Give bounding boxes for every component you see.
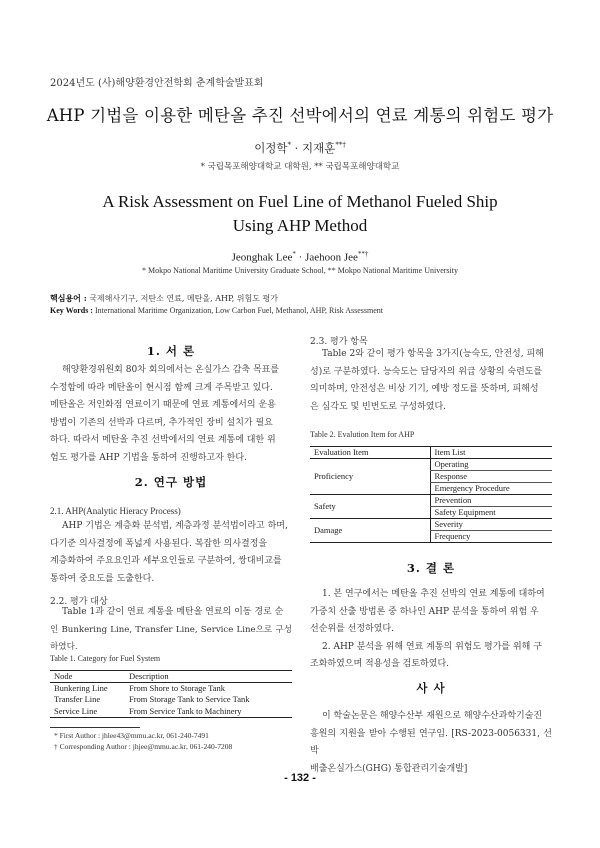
- subsection-title-ahp: 2.1. AHP(Analytic Hieracy Process): [50, 506, 181, 516]
- author-mark: **†: [335, 141, 346, 150]
- author-separator: ·: [291, 141, 302, 155]
- table-row: [310, 519, 552, 531]
- ahp-paragraph: [50, 518, 292, 588]
- table-row: [310, 495, 552, 507]
- author-name: 이정학: [254, 141, 288, 155]
- table-header-cell: Item List: [430, 447, 552, 459]
- table-cell: Safety Equipment: [430, 507, 552, 519]
- table-header-row: [50, 671, 292, 683]
- keywords-value: 국제해사기구, 저탄소 연료, 메탄올, AHP, 위험도 평가: [86, 294, 278, 303]
- text-line: 조화하였으며 적용성을 검토하였다.: [310, 659, 449, 669]
- footnote-first-author: * First Author : jhlee43@mmu.ac.kr, 061-240-7491: [54, 731, 209, 740]
- table2-caption: Table 2. Evalution Item for AHP: [310, 430, 415, 439]
- section-heading-acknowledgment: 사 사: [416, 681, 446, 695]
- evaluation-paragraph: [310, 346, 552, 416]
- text-line: 험도 평가를 AHP 기법을 통하여 진행하고자 한다.: [50, 452, 247, 463]
- keywords-label: 핵심용어 :: [50, 293, 87, 303]
- table-cell: Bunkering Line: [54, 683, 108, 693]
- table-row: [50, 694, 292, 706]
- title-line: A Risk Assessment on Fuel Line of Methanol Fueled Ship: [102, 192, 498, 211]
- table-cell: From Service Tank to Machinery: [129, 705, 242, 716]
- text-line: 성)로 구분하였다. 능숙도는 담당자의 위급 상황의 숙련도를: [310, 366, 543, 377]
- table-cell: Frequency: [430, 531, 552, 543]
- subsection-title-evaluation: 2.3. 평가 항목: [310, 337, 368, 347]
- table-group-cell: Safety: [310, 495, 430, 519]
- text-line: 2. AHP 분석을 위해 연료 계통의 위험도 평가를 위해 구: [322, 641, 542, 652]
- text-line: 가중치 산출 방법론 중 하나인 AHP 분석을 통하여 위험 우: [310, 606, 539, 617]
- table1-fuel-system: [50, 670, 292, 718]
- table-header-row: [310, 447, 552, 459]
- table-cell: Response: [430, 471, 552, 483]
- section-heading-methods: 2. 연구 방법: [134, 475, 208, 489]
- text-line: 계층화하여 주요요인과 세부요인들로 구분하여, 쌍대비교를: [50, 556, 282, 566]
- table-group-cell: Damage: [314, 525, 343, 535]
- table-group-cell: Proficiency: [310, 459, 430, 495]
- table1-caption: Table 1. Category for Fuel System: [50, 654, 161, 663]
- authors-english: [0, 250, 600, 264]
- title-line: Using AHP Method: [232, 216, 368, 235]
- text-line: Table 2와 같이 평가 항목을 3가지(능숙도, 안전성, 피해: [322, 349, 544, 359]
- acknowledgment-paragraph: [310, 708, 552, 778]
- text-line: 방법이 기존의 선박과 다르며, 추가적인 장비 설치가 필요: [50, 417, 273, 428]
- author-mark: *: [292, 250, 296, 258]
- keywords-label: Key Words :: [50, 306, 93, 315]
- keywords-value: International Maritime Organization, Low Carbon Fuel, Methanol, AHP, Risk Assessment: [92, 306, 384, 315]
- table-cell: Operating: [430, 459, 552, 471]
- text-line: 인 Bunkering Line, Transfer Line, Service Line으로 구성하였다.: [50, 624, 292, 652]
- keywords-english: [50, 306, 383, 315]
- text-line: 수정함에 따라 메탄올이 현시점 함께 크게 주목받고 있다.: [50, 382, 273, 393]
- table-row: [50, 683, 292, 695]
- table-cell: Prevention: [430, 495, 552, 507]
- author-mark: **†: [357, 250, 369, 258]
- text-line: 해양환경위원회 80차 회의에서는 온실가스 감축 목표를: [62, 365, 280, 375]
- text-line: 하다. 따라서 메탄올 추진 선박에서의 연료 계통에 대한 위: [50, 435, 276, 445]
- keywords-korean: [50, 293, 278, 304]
- conclusion-paragraph: [310, 586, 552, 674]
- text-line: 통하여 중요도를 도출한다.: [50, 573, 155, 584]
- paper-title-english: [0, 190, 600, 238]
- table-header-cell: Description: [125, 671, 292, 683]
- introduction-paragraph: [50, 362, 292, 467]
- table-row: [310, 459, 552, 471]
- table2-evaluation-items: [310, 446, 552, 543]
- affiliation-english: * Mokpo National Maritime University Graduate School, ** Mokpo National Maritime University: [142, 266, 458, 275]
- section-heading-conclusion: 3. 결 론: [406, 561, 456, 575]
- table-cell: From Shore to Storage Tank: [129, 683, 226, 693]
- affiliation-korean: * 국립목포해양대학교 대학원, ** 국립목포해양대학교: [200, 162, 400, 172]
- target-paragraph: [50, 604, 292, 657]
- table-row: [50, 706, 292, 718]
- text-line: 선순위를 선정하였다.: [310, 624, 394, 634]
- section-heading-introduction: 1. 서 론: [146, 344, 196, 358]
- paper-title-korean: AHP 기법을 이용한 메탄올 추진 선박에서의 연료 계통의 위험도 평가: [46, 106, 554, 125]
- author-name: Jeonghak Lee: [231, 251, 293, 264]
- text-line: Table 1과 같이 연료 계통을 메탄올 연료의 이동 경로 순: [62, 607, 284, 617]
- table-header-cell: Evaluation Item: [310, 447, 430, 459]
- subsection-title-target: 2.2. 평가 대상: [50, 597, 108, 607]
- text-line: 1. 본 연구에서는 메탄올 추진 선박의 연료 계통에 대하여: [322, 589, 545, 599]
- conference-header: 2024년도 (사)해양환경안전학회 춘계학술발표회: [50, 78, 264, 89]
- author-mark: *: [287, 141, 292, 150]
- table-cell: Severity: [430, 519, 552, 531]
- text-line: 의미하며, 안전성은 비상 기기, 예방 정도를 뜻하며, 피해성: [310, 384, 539, 394]
- text-line: 은 심각도 및 빈번도로 구성하였다.: [310, 401, 447, 412]
- author-separator: ·: [295, 251, 306, 264]
- text-line: 흥원의 지원을 받아 수행된 연구임. [RS-2023-0056331, 선박: [310, 728, 552, 756]
- footnote-corresponding-author: † Corresponding Author : jhjee@mmu.ac.kr, 061-240-7208: [54, 742, 233, 751]
- text-line: 이 학술논문은 해양수산부 재원으로 해양수산과학기술진: [322, 711, 543, 721]
- page-number: - 132 -: [284, 772, 316, 784]
- table-cell: Emergency Procedure: [430, 483, 552, 495]
- text-line: AHP 기법은 계층화 분석법, 계층과정 분석법이라고 하며,: [62, 521, 288, 531]
- table-cell: Service Line: [54, 705, 98, 716]
- text-line: 다기준 의사결정에 폭넓게 사용된다. 복잡한 의사결정을: [50, 538, 268, 549]
- text-line: 배출온실가스(GHG) 통합관리기술개발]: [310, 763, 468, 774]
- author-name: Jaehoon Jee: [305, 251, 358, 264]
- table-cell: Transfer Line: [54, 694, 101, 705]
- table-header-cell: Node: [50, 671, 125, 683]
- footnote-divider: [50, 727, 140, 728]
- table-cell: From Storage Tank to Service Tank: [129, 694, 250, 705]
- authors-korean: [0, 140, 600, 156]
- text-line: 메탄올은 저인화점 연료이기 때문에 연료 계통에서의 운용: [50, 400, 276, 410]
- author-name: 지재훈: [301, 141, 336, 155]
